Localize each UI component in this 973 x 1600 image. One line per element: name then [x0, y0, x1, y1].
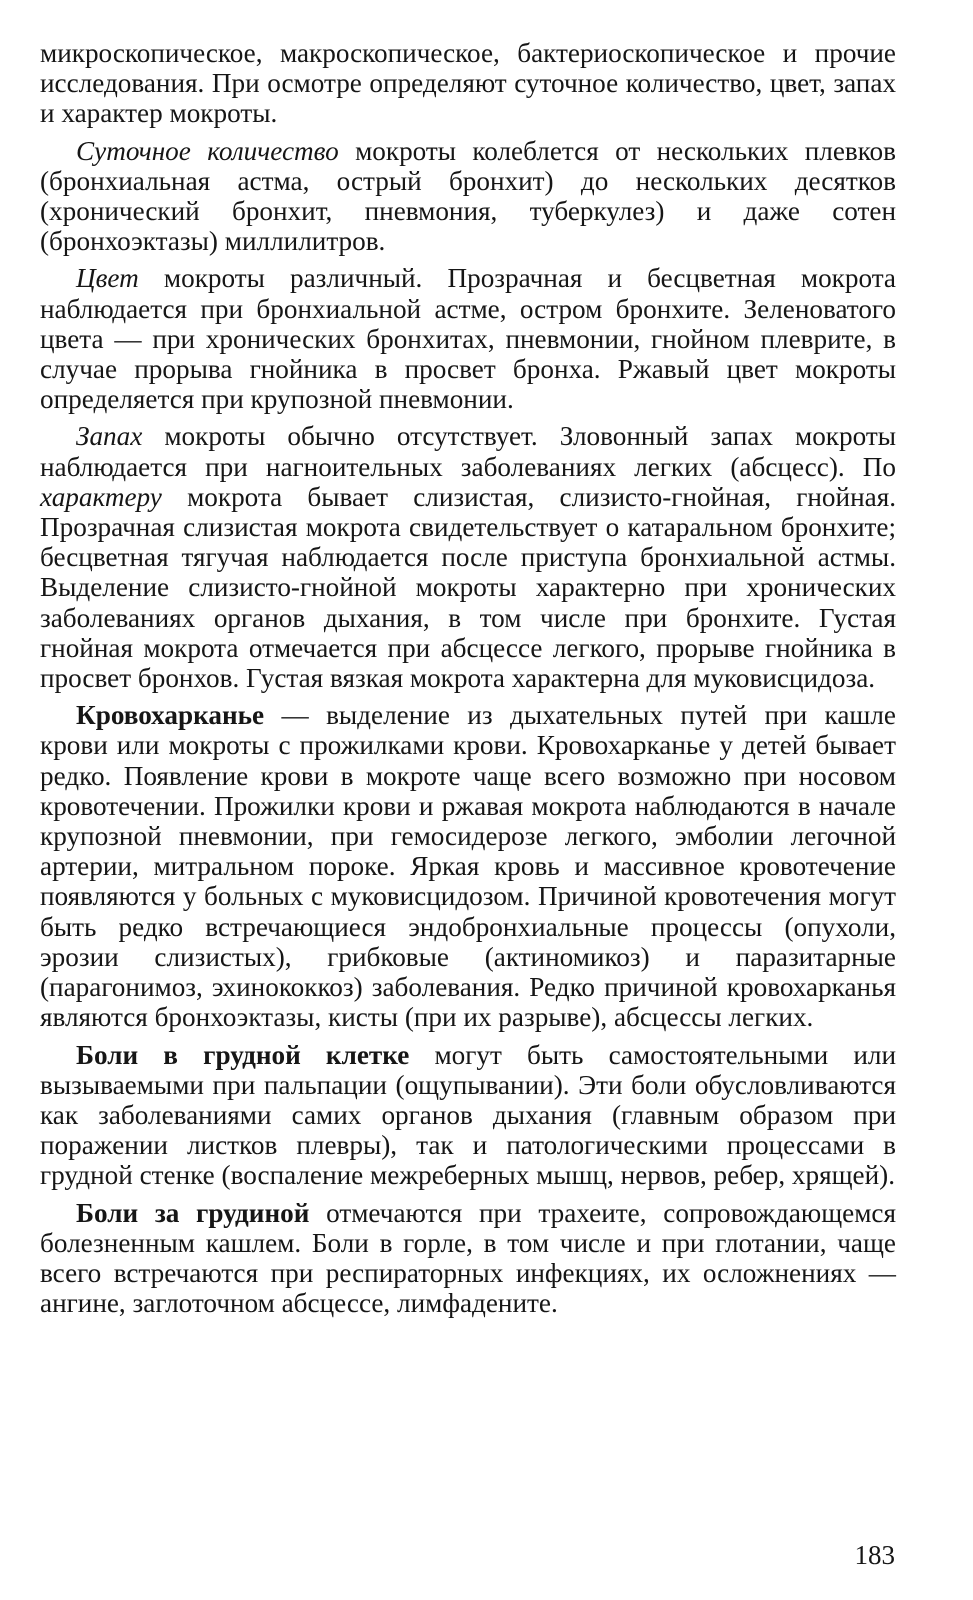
- page-number: 183: [854, 1540, 895, 1570]
- term-smell: Запах: [76, 421, 143, 452]
- paragraph-text: мокроты обычно отсутствует. Зловонный запах мокроты наблюдается при нагноительных заболеваниях легких (абсцесс). По: [40, 421, 896, 482]
- paragraph-color: [40, 263, 896, 414]
- term-retrosternal-pain: Боли за грудиной: [76, 1197, 310, 1228]
- paragraph-text: — выделение из дыхательных путей при кашле крови или мокроты с прожилками крови. Кровохарканье у детей бывает редко. Появление крови в мокроте чаще всего возможно при носовом кровотечении. Прожилки крови и ржавая мокрота наблюдаются в начале крупозной пневмонии, при гемосидерозе легкого, эмболии легочной артерии, митральном пороке. Яркая кровь и массивное кровотечение появляются у больных с муковисцидозом. Причиной кровотечения могут быть редко встречающиеся эндобронхиальные процессы (опухоли, эрозии слизистых), грибковые (актиномикоз) и паразитарные (парагонимоз, эхинококкоз) заболевания. Редко причиной кровохарканья являются бронхоэктазы, кисты (при их разрыве), абсцессы легких.: [40, 700, 896, 1033]
- term-daily-amount: Суточное количество: [76, 135, 339, 166]
- term-color: Цвет: [76, 263, 139, 294]
- paragraph-daily-amount: [40, 136, 896, 257]
- paragraph-text-tail: мокрота бывает слизистая, слизисто-гнойная, гнойная. Прозрачная слизистая мокрота свидетельствует о катаральном бронхите; бесцветная тягучая наблюдается после приступа бронхиальной астмы. Выделение слизисто-гнойной мокроты характерно при хронических заболеваниях органов дыхания, в том числе при бронхите. Густая гнойная мокрота отмечается при абсцессе легкого, прорыве гнойника в просвет бронхов. Густая вязкая мокрота характерна для муковисцидоза.: [40, 481, 896, 694]
- paragraph-hemoptysis: [40, 700, 896, 1032]
- paragraph-continuation: [40, 38, 896, 129]
- paragraph-text: могут быть самостоятельными или вызываемыми при пальпации (ощупывании). Эти боли обусловливаются как заболеваниями самих органов дыхания (главным образом при поражении листков плевры), так и патологическими процессами в грудной стенке (воспаление межреберных мышц, нервов, ребер, хрящей).: [40, 1039, 896, 1191]
- term-character: характеру: [40, 481, 162, 512]
- term-hemoptysis: Кровохарканье: [76, 700, 265, 731]
- term-chest-pain: Боли в грудной клетке: [76, 1039, 410, 1070]
- paragraph-text: мокроты различный. Прозрачная и бесцветная мокрота наблюдается при бронхиальной астме, остром бронхите. Зеленоватого цвета — при хронических бронхитах, пневмонии, гнойном плеврите, в случае прорыва гнойника в просвет бронха. Ржавый цвет мокроты определяется при крупозной пневмонии.: [40, 263, 896, 415]
- paragraph-retrosternal-pain: [40, 1198, 896, 1319]
- paragraph-smell: [40, 421, 896, 693]
- paragraph-text: мокроты колеблется от нескольких плевков (бронхиальная астма, острый бронхит) до нескольких десятков (хронический бронхит, пневмония, туберкулез) и даже сотен (бронхоэктазы) миллилитров.: [40, 135, 896, 257]
- document-body: [40, 38, 896, 1325]
- paragraph-text: отмечаются при трахеите, сопровождающемся болезненным кашлем. Боли в горле, в том числе и при глотании, чаще всего встречаются при респираторных инфекциях, их осложнениях — ангине, заглоточном абсцессе, лимфадените.: [40, 1197, 896, 1319]
- paragraph-text: микроскопическое, макроскопическое, бактериоскопическое и прочие исследования. При осмотре определяют суточное количество, цвет, запах и характер мокроты.: [40, 38, 896, 129]
- paragraph-chest-pain: [40, 1040, 896, 1191]
